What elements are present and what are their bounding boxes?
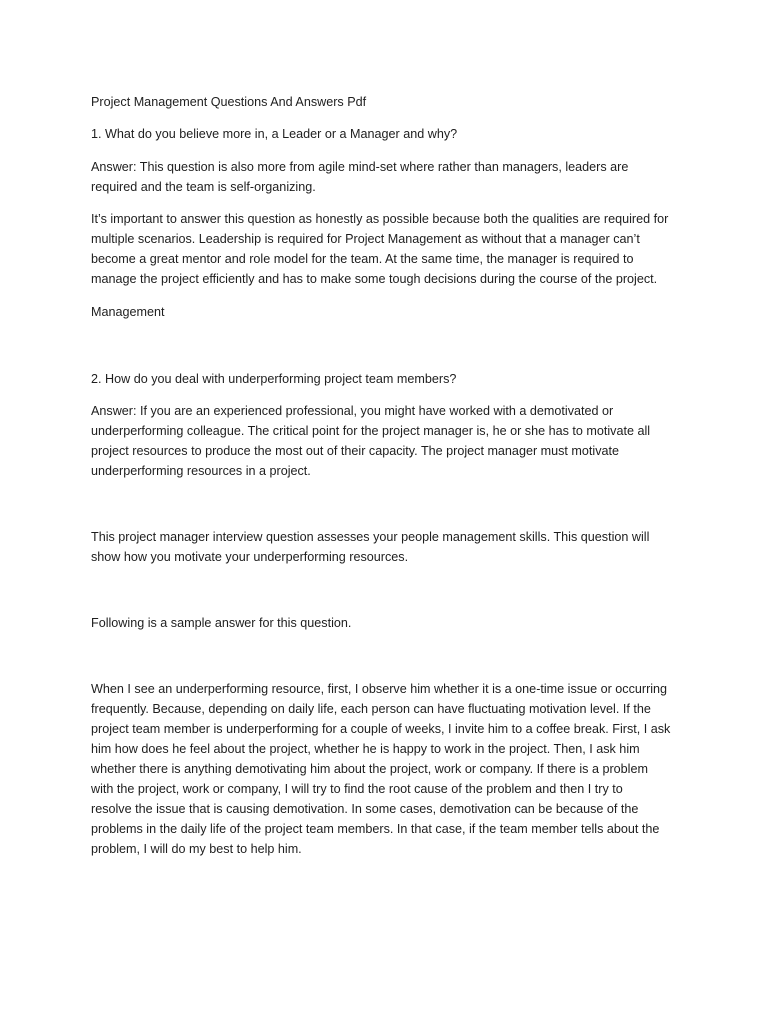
answer-2: Answer: If you are an experienced professional, you might have worked with a demotivated or underperforming colleague. The critical point for the project manager is, he or she has to motivate all project resources to produce the most out of their capacity. The project manager must motivate underperforming resources in a project. [91,404,651,478]
question-2: 2. How do you deal with underperforming project team members? [91,372,457,386]
paragraph-sample-answer: When I see an underperforming resource, first, I observe him whether it is a one-time issue or occurring frequently. Because, depending on daily life, each person can have fluctuating motivation level. If the project team member is underperforming for a couple of weeks, I invite him to a coffee break. First, I ask him how does he feel about the project, whether he is happy to work in the project. Then, I ask him whether there is anything demotivating him about the project, work or company. If there is a problem with the project, work or company, I will try to find the root cause of the problem and then I try to resolve the issue that is causing demotivation. In some cases, demotivation can be because of the problems in the daily life of the project team members. In that case, if the team member tells about the problem, I will do my best to help him. [91,682,671,856]
heading-management: Management [91,305,165,319]
document-title: Project Management Questions And Answers Pdf [91,95,367,109]
answer-1: Answer: This question is also more from agile mind-set where rather than managers, leaders are required and the team is self-organizing. [91,160,629,194]
question-1: 1. What do you believe more in, a Leader or a Manager and why? [91,127,458,141]
paragraph-sample-intro: Following is a sample answer for this question. [91,616,352,630]
paragraph-assessment: This project manager interview question assesses your people management skills. This question will show how you motivate your underperforming resources. [91,530,650,564]
paragraph-leadership: It’s important to answer this question as honestly as possible because both the qualities are required for multiple scenarios. Leadership is required for Project Management as without that a manager can’t become a great mentor and role model for the team. At the same time, the manager is required to manage the project efficiently and has to make some tough decisions during the course of the project. [91,212,669,286]
